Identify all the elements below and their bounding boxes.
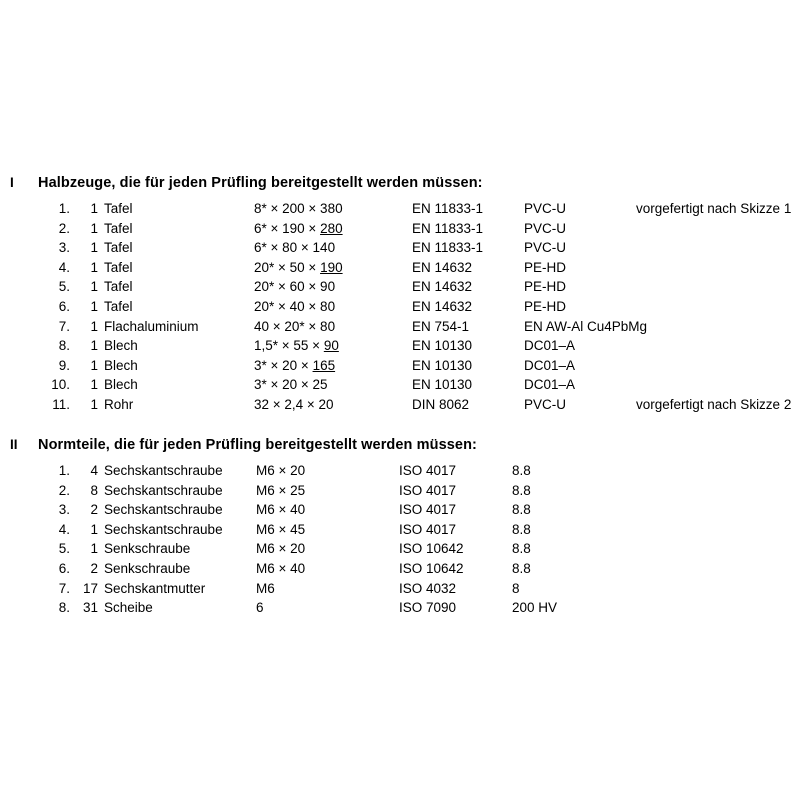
item-name: Tafel: [104, 298, 133, 314]
item-material: 8.8: [512, 541, 531, 557]
item-material: PE-HD: [524, 259, 567, 275]
item-index: 4.: [58, 521, 70, 537]
list-item: [0, 581, 800, 601]
dimension-text: 6* × 80 × 140: [254, 240, 336, 256]
item-dimensions: [254, 338, 412, 353]
section-title: Normteile, die für jeden Prüfling bereitgestellt werden müssen:: [38, 437, 477, 453]
item-standard: EN 11833-1: [412, 201, 484, 216]
item-standard: ISO 10642: [399, 541, 464, 557]
item-index: 10.: [51, 377, 70, 393]
list-item: [0, 338, 800, 358]
dimension-text: M6: [256, 580, 275, 596]
section-numeral: II: [10, 437, 18, 452]
item-dimensions: [254, 279, 412, 294]
item-dimensions: [254, 358, 412, 373]
item-material: 8.8: [512, 463, 531, 478]
dimension-emphasis: 280: [320, 220, 343, 236]
item-standard: EN 14632: [412, 259, 473, 275]
section-rows: [0, 201, 800, 417]
list-item: [0, 201, 800, 221]
item-quantity: 1: [90, 201, 98, 216]
item-standard: EN 754-1: [412, 318, 470, 334]
list-item: [0, 260, 800, 280]
item-index: 5.: [58, 279, 70, 295]
item-index: 11.: [52, 396, 70, 412]
dimension-text: 3* × 20 ×: [254, 357, 313, 373]
item-dimensions: [256, 581, 399, 596]
item-standard: EN 10130: [412, 357, 473, 373]
item-note: vorgefertigt nach Skizze 1: [636, 201, 792, 216]
item-standard: EN 14632: [412, 279, 473, 295]
item-index: 9.: [58, 357, 70, 373]
item-name: Scheibe: [104, 600, 153, 616]
item-material: DC01–A: [524, 338, 576, 354]
item-index: 7.: [58, 580, 70, 596]
dimension-emphasis: 90: [323, 338, 339, 354]
item-standard: ISO 4017: [399, 463, 457, 478]
dimension-text: 6: [256, 600, 264, 616]
item-name: Flachaluminium: [104, 318, 199, 334]
item-quantity: 17: [82, 580, 98, 596]
item-name: Rohr: [104, 396, 134, 412]
list-item: [0, 541, 800, 561]
item-material: 200 HV: [512, 600, 558, 616]
item-standard: EN 14632: [412, 298, 473, 314]
list-item: [0, 561, 800, 581]
item-material: 8.8: [512, 482, 531, 498]
item-standard: EN 10130: [412, 377, 473, 393]
item-quantity: 8: [90, 482, 98, 498]
item-quantity: 1: [90, 318, 98, 334]
item-name: Tafel: [104, 201, 133, 216]
item-index: 4.: [58, 259, 70, 275]
dimension-text: M6 × 40: [256, 560, 306, 576]
item-dimensions: [256, 463, 399, 478]
item-index: 6.: [58, 560, 70, 576]
item-standard: EN 10130: [412, 338, 473, 354]
item-quantity: 2: [90, 502, 98, 518]
item-name: Blech: [104, 377, 138, 393]
section-header: [0, 175, 800, 191]
list-item: [0, 483, 800, 503]
dimension-text: 1,5* × 55 ×: [254, 338, 324, 354]
item-name: Blech: [104, 338, 138, 354]
dimension-text: 6* × 190 ×: [254, 220, 321, 236]
item-name: Tafel: [104, 259, 133, 275]
item-standard: ISO 4017: [399, 521, 457, 537]
item-dimensions: [254, 377, 412, 392]
item-quantity: 1: [90, 240, 98, 256]
item-material: 8.8: [512, 560, 531, 576]
item-name: Sechskantschraube: [104, 463, 223, 478]
item-index: 1.: [58, 463, 70, 478]
item-index: 2.: [58, 220, 70, 236]
item-material: PE-HD: [524, 279, 567, 295]
list-item: [0, 299, 800, 319]
item-material: PVC-U: [524, 201, 567, 216]
item-index: 1.: [58, 201, 70, 216]
dimension-text: M6 × 40: [256, 502, 306, 518]
item-index: 3.: [58, 502, 70, 518]
dimension-text: 3* × 20 × 25: [254, 377, 328, 393]
item-standard: ISO 10642: [399, 560, 464, 576]
item-index: 6.: [58, 298, 70, 314]
item-standard: DIN 8062: [412, 396, 470, 412]
item-material: PVC-U: [524, 240, 567, 256]
dimension-text: M6 × 25: [256, 482, 306, 498]
section-numeral: I: [10, 175, 14, 190]
item-dimensions: [254, 240, 412, 255]
item-quantity: 31: [82, 600, 98, 616]
dimension-text: 32 × 2,4 × 20: [254, 396, 334, 412]
dimension-text: 20* × 50 ×: [254, 259, 321, 275]
item-name: Tafel: [104, 220, 133, 236]
item-quantity: 1: [90, 279, 98, 295]
item-quantity: 2: [90, 560, 98, 576]
item-material: EN AW-Al Cu4PbMg: [524, 318, 648, 334]
dimension-text: 20* × 40 × 80: [254, 298, 336, 314]
item-name: Tafel: [104, 240, 133, 256]
item-dimensions: [254, 260, 412, 275]
item-index: 3.: [58, 240, 70, 256]
item-material: DC01–A: [524, 377, 576, 393]
item-quantity: 1: [90, 259, 98, 275]
item-standard: ISO 4017: [399, 502, 457, 518]
dimension-text: 8* × 200 × 380: [254, 201, 343, 216]
item-name: Blech: [104, 357, 138, 373]
item-index: 8.: [58, 600, 70, 616]
item-name: Sechskantschraube: [104, 521, 223, 537]
item-standard: EN 11833-1: [412, 220, 484, 236]
item-standard: EN 11833-1: [412, 240, 484, 256]
item-name: Senkschraube: [104, 541, 191, 557]
item-dimensions: [256, 600, 399, 615]
item-quantity: 1: [90, 357, 98, 373]
list-item: [0, 463, 800, 483]
list-item: [0, 377, 800, 397]
list-item: [0, 397, 800, 417]
item-note: vorgefertigt nach Skizze 2: [636, 396, 792, 412]
item-dimensions: [254, 201, 412, 216]
item-material: PE-HD: [524, 298, 567, 314]
dimension-text: 20* × 60 × 90: [254, 279, 336, 295]
list-item: [0, 502, 800, 522]
item-dimensions: [256, 561, 399, 576]
list-item: [0, 279, 800, 299]
item-quantity: 1: [90, 521, 98, 537]
item-name: Sechskantschraube: [104, 482, 223, 498]
item-dimensions: [256, 541, 399, 556]
list-item: [0, 319, 800, 339]
item-dimensions: [256, 522, 399, 537]
item-index: 7.: [58, 318, 70, 334]
item-dimensions: [254, 221, 412, 236]
dimension-emphasis: 190: [320, 259, 343, 275]
item-dimensions: [256, 502, 399, 517]
item-material: 8: [512, 580, 520, 596]
list-item: [0, 240, 800, 260]
item-name: Senkschraube: [104, 560, 191, 576]
dimension-text: M6 × 45: [256, 521, 306, 537]
section-halbzeuge: [0, 175, 800, 417]
item-index: 5.: [58, 541, 70, 557]
item-quantity: 1: [90, 377, 98, 393]
item-material: DC01–A: [524, 357, 576, 373]
dimension-text: M6 × 20: [256, 541, 306, 557]
dimension-emphasis: 165: [312, 357, 336, 373]
item-quantity: 1: [90, 541, 98, 557]
list-item: [0, 358, 800, 378]
item-standard: ISO 4032: [399, 580, 457, 596]
list-item: [0, 221, 800, 241]
list-item: [0, 600, 800, 620]
section-rows: [0, 463, 800, 620]
item-standard: ISO 7090: [399, 600, 457, 616]
item-dimensions: [254, 299, 412, 314]
item-material: 8.8: [512, 502, 531, 518]
item-name: Tafel: [104, 279, 133, 295]
dimension-text: M6 × 20: [256, 463, 306, 478]
item-dimensions: [254, 319, 412, 334]
list-item: [0, 522, 800, 542]
item-standard: ISO 4017: [399, 482, 457, 498]
item-material: PVC-U: [524, 220, 567, 236]
item-quantity: 4: [90, 463, 98, 478]
dimension-text: 40 × 20* × 80: [254, 318, 336, 334]
item-quantity: 1: [90, 338, 98, 354]
item-name: Sechskantschraube: [104, 502, 223, 518]
item-name: Sechskantmutter: [104, 580, 206, 596]
item-dimensions: [254, 397, 412, 412]
item-quantity: 1: [90, 220, 98, 236]
item-quantity: 1: [90, 396, 98, 412]
section-title: Halbzeuge, die für jeden Prüfling bereitgestellt werden müssen:: [38, 175, 483, 191]
section-normteile: [0, 437, 800, 620]
item-dimensions: [256, 483, 399, 498]
item-quantity: 1: [90, 298, 98, 314]
section-header: [0, 437, 800, 453]
item-index: 8.: [58, 338, 70, 354]
item-material: 8.8: [512, 521, 531, 537]
item-material: PVC-U: [524, 396, 567, 412]
item-index: 2.: [58, 482, 70, 498]
